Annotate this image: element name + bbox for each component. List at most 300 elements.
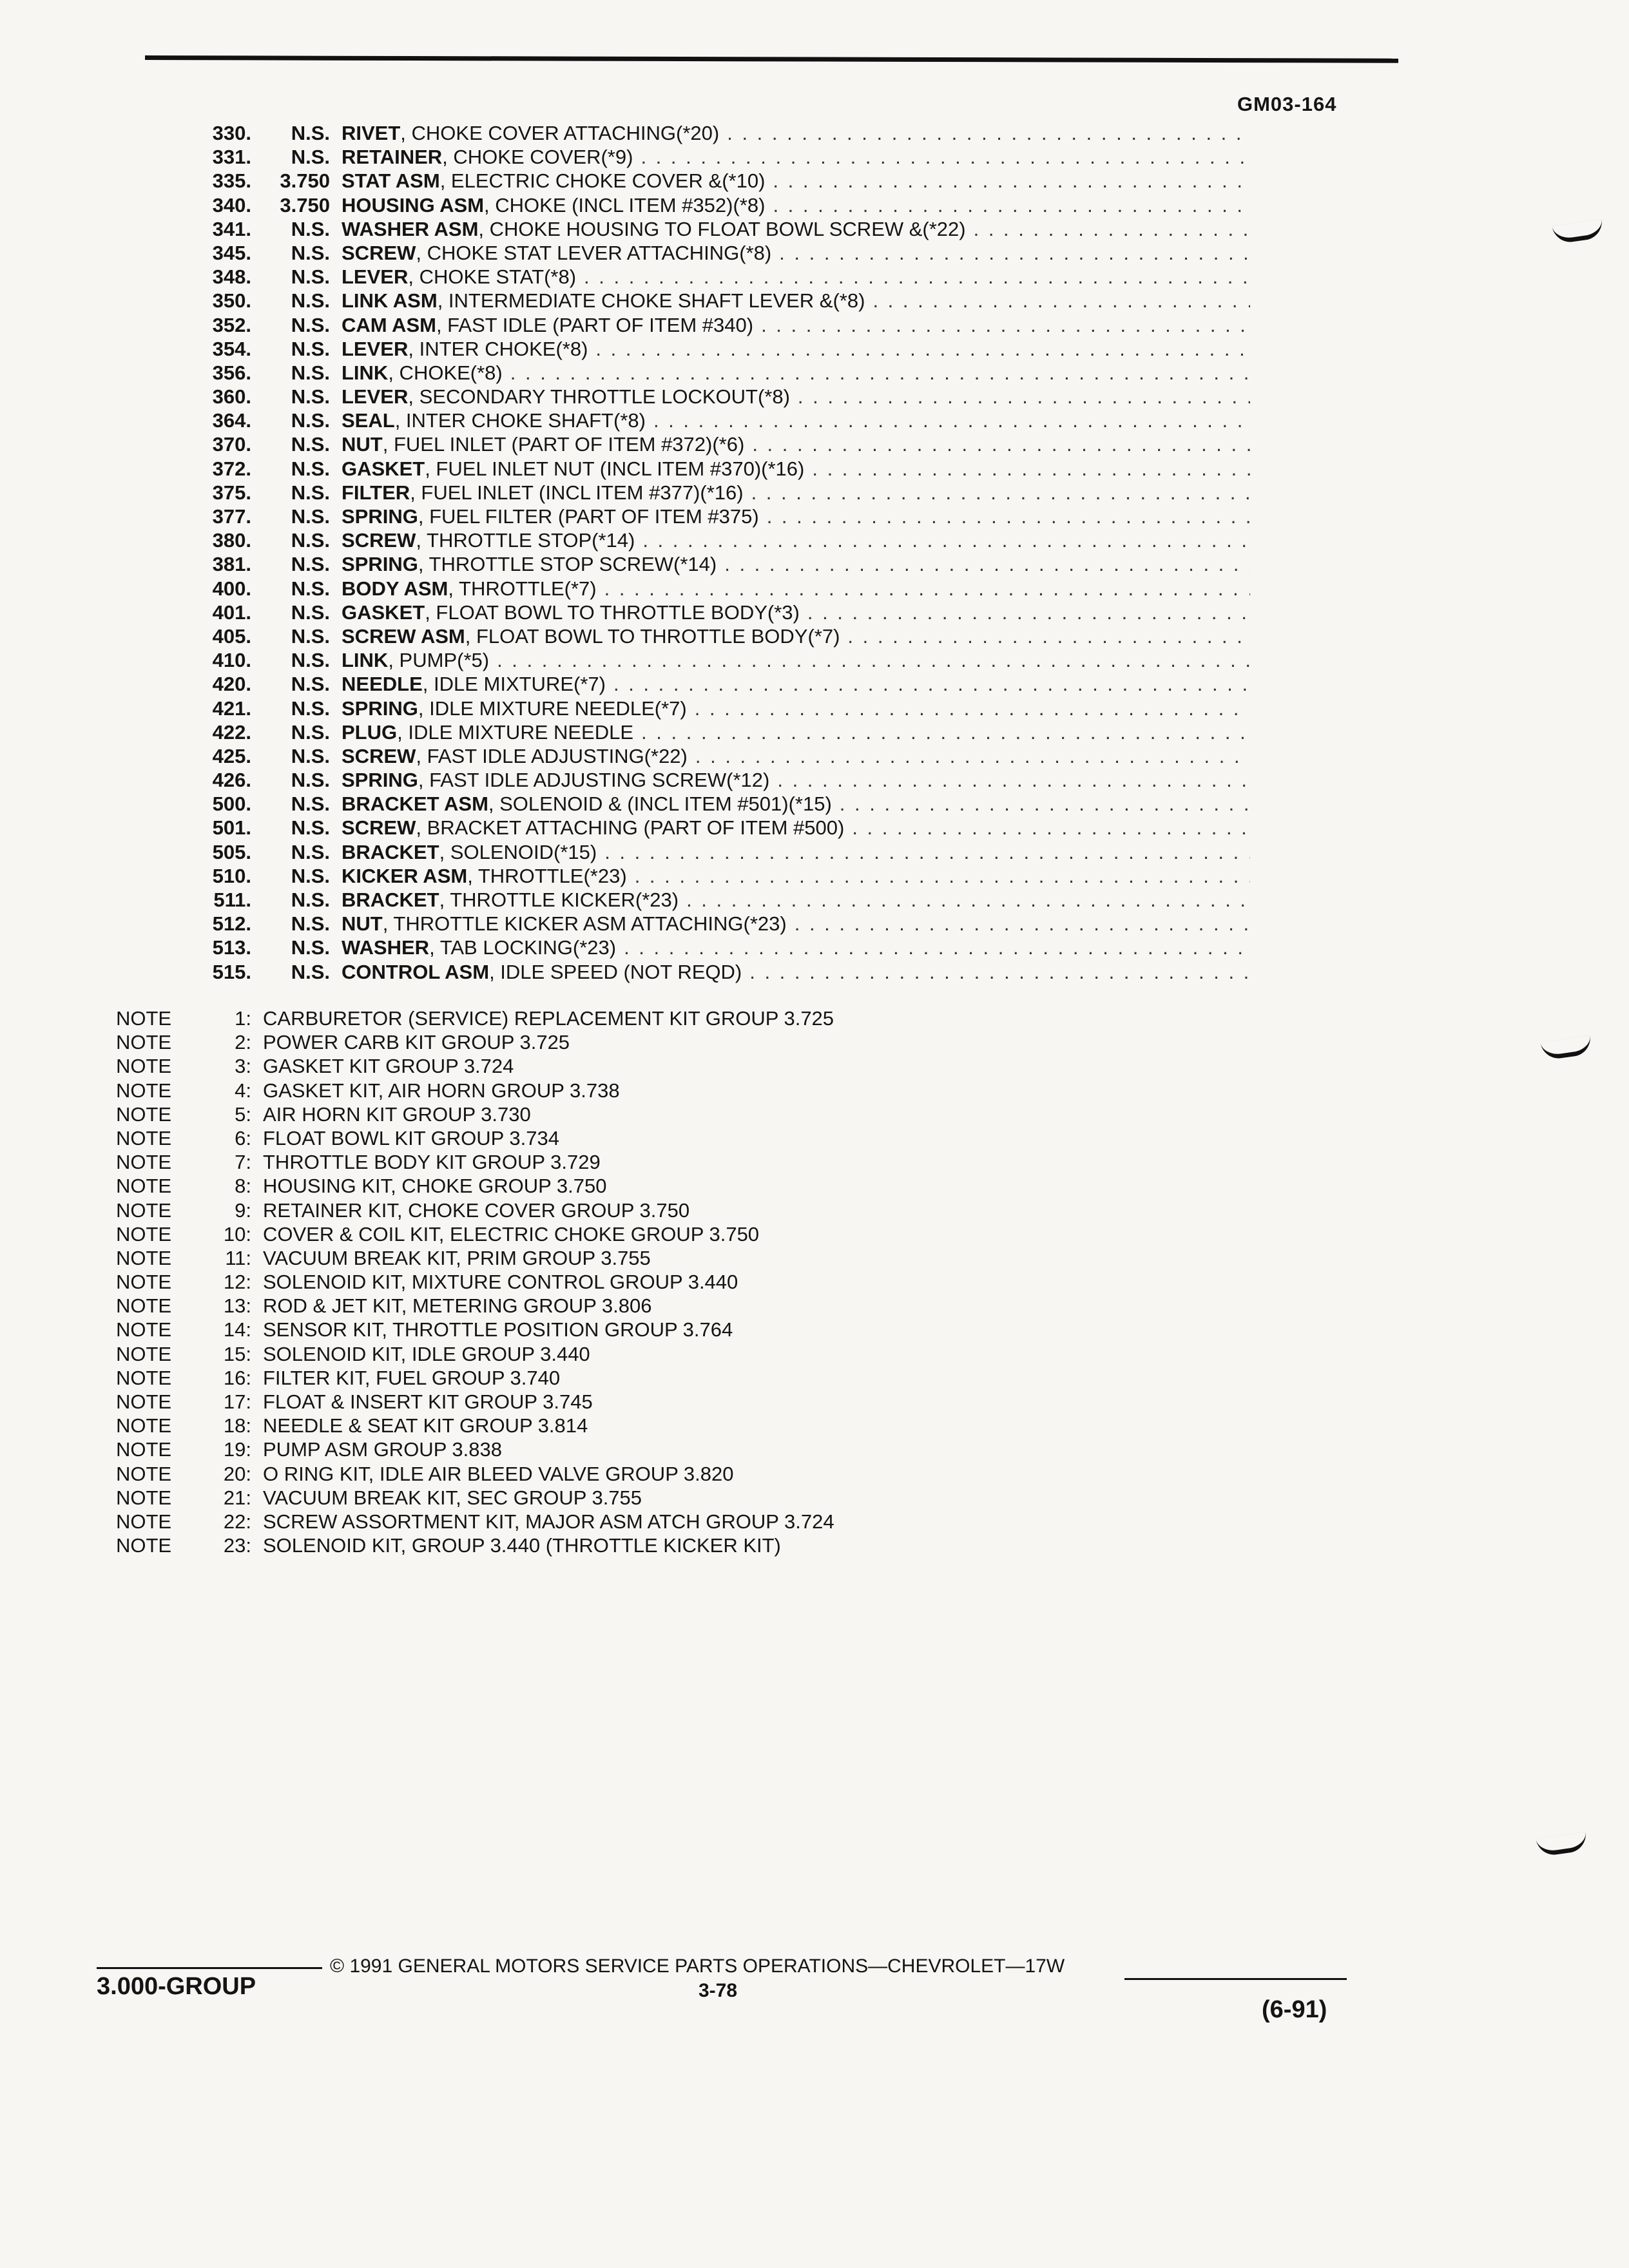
note-text: VACUUM BREAK KIT, PRIM GROUP 3.755	[263, 1246, 651, 1269]
dot-leader	[510, 361, 1250, 385]
part-name: CONTROL ASM	[342, 960, 490, 983]
note-row	[116, 1294, 1083, 1318]
note-row	[116, 1462, 1083, 1486]
part-row	[168, 432, 1250, 456]
note-label: NOTE	[116, 1031, 172, 1054]
part-row	[168, 193, 1250, 217]
note-number: 12:	[223, 1271, 251, 1294]
group-number: N.S.	[291, 673, 330, 696]
footer-copyright: © 1991 GENERAL MOTORS SERVICE PARTS OPERATIONS—CHEVROLET—17W	[330, 1956, 1065, 1977]
part-description: , INTERMEDIATE CHOKE SHAFT LEVER &(*8)	[437, 289, 865, 312]
note-text: GASKET KIT, AIR HORN GROUP 3.738	[263, 1079, 620, 1102]
page-code: GM03-164	[1237, 93, 1337, 115]
note-row	[116, 1246, 1083, 1270]
dot-leader	[641, 720, 1250, 744]
note-row	[116, 1510, 1083, 1533]
group-number: N.S.	[291, 697, 330, 720]
group-number: 3.750	[280, 193, 330, 216]
part-name: WASHER ASM	[342, 217, 479, 240]
binder-mark	[1552, 219, 1604, 245]
group-number: N.S.	[291, 241, 330, 264]
group-number: N.S.	[291, 265, 330, 289]
dot-leader	[604, 840, 1250, 864]
part-row	[168, 289, 1250, 312]
part-name: LEVER	[342, 337, 409, 360]
part-name: SEAL	[342, 409, 395, 432]
note-label: NOTE	[116, 1462, 172, 1485]
note-row	[116, 1030, 1083, 1054]
note-row	[116, 1318, 1083, 1341]
item-number: 364.	[212, 409, 251, 432]
dot-leader	[752, 432, 1250, 456]
note-label: NOTE	[116, 1534, 172, 1557]
part-description: , FUEL INLET NUT (INCL ITEM #370)(*16)	[425, 457, 805, 480]
note-text: THROTTLE BODY KIT GROUP 3.729	[263, 1151, 601, 1174]
note-row	[116, 1486, 1083, 1510]
part-description: , SOLENOID & (INCL ITEM #501)(*15)	[488, 793, 832, 816]
part-description: , IDLE MIXTURE NEEDLE(*7)	[418, 697, 687, 720]
part-name: SCREW ASM	[342, 624, 465, 648]
parts-list	[168, 121, 1250, 984]
part-row	[168, 121, 1250, 145]
part-row	[168, 505, 1250, 528]
note-text: POWER CARB KIT GROUP 3.725	[263, 1031, 570, 1054]
part-row	[168, 408, 1250, 432]
group-number: N.S.	[291, 601, 330, 624]
part-description: , FUEL FILTER (PART OF ITEM #375)	[418, 505, 759, 528]
group-number: N.S.	[291, 409, 330, 432]
group-number: N.S.	[291, 122, 330, 144]
item-number: 354.	[212, 337, 251, 360]
dot-leader	[624, 936, 1250, 959]
dot-leader	[595, 337, 1250, 361]
dot-leader	[798, 385, 1250, 408]
note-number: 5:	[235, 1102, 251, 1126]
group-number: N.S.	[291, 936, 330, 959]
part-row	[168, 816, 1250, 840]
part-row	[168, 265, 1250, 289]
part-row	[168, 361, 1250, 385]
part-row	[168, 169, 1250, 193]
group-number: N.S.	[291, 433, 330, 456]
dot-leader	[497, 648, 1250, 672]
note-number: 3:	[235, 1055, 251, 1078]
note-text: SOLENOID KIT, MIXTURE CONTROL GROUP 3.440	[263, 1271, 738, 1294]
part-name: GASKET	[342, 601, 425, 624]
part-description: , CHOKE(*8)	[388, 361, 503, 384]
dot-leader	[686, 888, 1250, 912]
note-number: 22:	[223, 1510, 251, 1533]
note-row	[116, 1198, 1083, 1222]
part-name: RETAINER	[342, 146, 443, 169]
group-number: N.S.	[291, 553, 330, 576]
part-name: CAM ASM	[342, 313, 436, 336]
dot-leader	[852, 816, 1250, 840]
dot-leader	[635, 864, 1250, 888]
dot-leader	[779, 241, 1250, 265]
dot-leader	[653, 408, 1250, 432]
top-rule	[145, 55, 1398, 63]
part-name: NUT	[342, 912, 383, 936]
part-name: BRACKET ASM	[342, 793, 488, 816]
note-text: FLOAT & INSERT KIT GROUP 3.745	[263, 1390, 593, 1413]
part-description: , FUEL INLET (PART OF ITEM #372)(*6)	[382, 433, 745, 456]
part-description: , INTER CHOKE(*8)	[408, 337, 588, 360]
note-row	[116, 1414, 1083, 1437]
footer-rule	[97, 1967, 322, 1969]
part-row	[168, 313, 1250, 337]
note-number: 6:	[235, 1126, 251, 1149]
item-number: 420.	[212, 673, 251, 696]
part-name: SCREW	[342, 241, 416, 264]
part-description: , INTER CHOKE SHAFT(*8)	[394, 409, 646, 432]
part-description: , BRACKET ATTACHING (PART OF ITEM #500)	[416, 816, 845, 840]
notes-list	[116, 1006, 1083, 1557]
part-description: , THROTTLE(*7)	[448, 577, 597, 600]
part-description: , FAST IDLE ADJUSTING SCREW(*12)	[418, 769, 770, 792]
item-number: 401.	[212, 601, 251, 624]
note-text: COVER & COIL KIT, ELECTRIC CHOKE GROUP 3.750	[263, 1222, 760, 1245]
item-number: 515.	[212, 960, 251, 983]
item-number: 380.	[212, 529, 251, 552]
group-number: N.S.	[291, 744, 330, 767]
note-number: 13:	[223, 1294, 251, 1318]
group-number: N.S.	[291, 960, 330, 983]
part-name: PLUG	[342, 720, 398, 744]
part-row	[168, 697, 1250, 720]
part-description: , CHOKE HOUSING TO FLOAT BOWL SCREW &(*22)	[478, 217, 966, 240]
part-description: , IDLE SPEED (NOT REQD)	[489, 960, 742, 983]
item-number: 372.	[212, 457, 251, 480]
dot-leader	[847, 624, 1250, 648]
part-name: SPRING	[342, 697, 418, 720]
note-number: 7:	[235, 1151, 251, 1174]
part-name: LEVER	[342, 265, 409, 289]
note-row	[116, 1102, 1083, 1126]
group-number: N.S.	[291, 529, 330, 552]
part-row	[168, 385, 1250, 408]
group-number: N.S.	[291, 649, 330, 672]
part-description: , FUEL INLET (INCL ITEM #377)(*16)	[410, 481, 744, 504]
part-description: , THROTTLE(*23)	[467, 864, 627, 887]
part-name: LINK	[342, 649, 389, 672]
group-number: N.S.	[291, 337, 330, 360]
part-name: SCREW	[342, 816, 416, 840]
part-name: BRACKET	[342, 840, 439, 863]
note-number: 19:	[223, 1438, 251, 1461]
part-row	[168, 481, 1250, 505]
note-text: VACUUM BREAK KIT, SEC GROUP 3.755	[263, 1486, 642, 1509]
note-text: FILTER KIT, FUEL GROUP 3.740	[263, 1366, 561, 1389]
part-name: LINK	[342, 361, 389, 384]
part-description: , IDLE MIXTURE(*7)	[422, 673, 606, 696]
part-name: BODY ASM	[342, 577, 448, 600]
group-number: N.S.	[291, 361, 330, 384]
note-row	[116, 1366, 1083, 1390]
item-number: 425.	[212, 744, 251, 767]
dot-leader	[604, 577, 1250, 601]
part-name: SCREW	[342, 744, 416, 767]
dot-leader	[613, 672, 1250, 696]
note-text: HOUSING KIT, CHOKE GROUP 3.750	[263, 1175, 607, 1198]
part-row	[168, 457, 1250, 481]
note-row	[116, 1126, 1083, 1150]
part-row	[168, 241, 1250, 265]
note-number: 9:	[235, 1198, 251, 1222]
note-label: NOTE	[116, 1271, 172, 1294]
item-number: 410.	[212, 649, 251, 672]
part-row	[168, 337, 1250, 361]
item-number: 510.	[212, 864, 251, 887]
part-description: , THROTTLE STOP SCREW(*14)	[418, 553, 717, 576]
note-label: NOTE	[116, 1175, 172, 1198]
note-label: NOTE	[116, 1246, 172, 1269]
note-text: FLOAT BOWL KIT GROUP 3.734	[263, 1126, 559, 1149]
dot-leader	[773, 169, 1250, 193]
note-label: NOTE	[116, 1390, 172, 1413]
note-label: NOTE	[116, 1366, 172, 1389]
part-description: , CHOKE STAT(*8)	[408, 265, 577, 289]
part-name: SPRING	[342, 553, 418, 576]
item-number: 405.	[212, 624, 251, 648]
part-description: , TAB LOCKING(*23)	[429, 936, 617, 959]
dot-leader	[749, 960, 1250, 984]
item-number: 356.	[212, 361, 251, 384]
part-description: , CHOKE STAT LEVER ATTACHING(*8)	[416, 241, 772, 264]
dot-leader	[695, 697, 1250, 720]
note-number: 14:	[223, 1318, 251, 1341]
note-label: NOTE	[116, 1294, 172, 1318]
note-row	[116, 1054, 1083, 1078]
note-label: NOTE	[116, 1486, 172, 1509]
note-text: GASKET KIT GROUP 3.724	[263, 1055, 514, 1078]
dot-leader	[773, 193, 1250, 217]
note-number: 16:	[223, 1366, 251, 1389]
dot-leader	[795, 912, 1250, 936]
note-text: AIR HORN KIT GROUP 3.730	[263, 1102, 531, 1126]
part-description: , PUMP(*5)	[388, 649, 490, 672]
part-row	[168, 145, 1250, 169]
note-number: 10:	[223, 1222, 251, 1245]
part-row	[168, 960, 1250, 984]
note-text: SENSOR KIT, THROTTLE POSITION GROUP 3.764	[263, 1318, 733, 1341]
dot-leader	[642, 528, 1250, 552]
group-number: N.S.	[291, 793, 330, 816]
item-number: 377.	[212, 505, 251, 528]
part-description: , FAST IDLE (PART OF ITEM #340)	[436, 313, 754, 336]
note-label: NOTE	[116, 1510, 172, 1533]
item-number: 340.	[212, 193, 251, 216]
part-name: STAT ASM	[342, 169, 440, 193]
part-name: KICKER ASM	[342, 864, 468, 887]
group-number: N.S.	[291, 457, 330, 480]
dot-leader	[767, 505, 1250, 528]
group-number: N.S.	[291, 146, 330, 169]
part-name: LEVER	[342, 385, 409, 408]
part-row	[168, 864, 1250, 888]
part-row	[168, 601, 1250, 624]
note-text: SOLENOID KIT, IDLE GROUP 3.440	[263, 1342, 590, 1365]
dot-leader	[807, 601, 1250, 624]
dot-leader	[724, 552, 1250, 576]
part-row	[168, 744, 1250, 768]
part-row	[168, 528, 1250, 552]
part-row	[168, 888, 1250, 912]
item-number: 375.	[212, 481, 251, 504]
group-number: N.S.	[291, 385, 330, 408]
part-name: NEEDLE	[342, 673, 423, 696]
note-row	[116, 1150, 1083, 1174]
item-number: 513.	[212, 936, 251, 959]
group-number: N.S.	[291, 217, 330, 240]
part-description: , SOLENOID(*15)	[439, 840, 597, 863]
part-name: GASKET	[342, 457, 425, 480]
note-label: NOTE	[116, 1414, 172, 1437]
part-row	[168, 792, 1250, 816]
item-number: 348.	[212, 265, 251, 289]
group-number: N.S.	[291, 577, 330, 600]
item-number: 381.	[212, 553, 251, 576]
part-description: , CHOKE (INCL ITEM #352)(*8)	[484, 193, 766, 216]
note-number: 15:	[223, 1342, 251, 1365]
part-name: NUT	[342, 433, 383, 456]
part-name: FILTER	[342, 481, 410, 504]
note-row	[116, 1437, 1083, 1461]
part-row	[168, 840, 1250, 864]
part-name: SPRING	[342, 769, 418, 792]
part-row	[168, 768, 1250, 792]
note-number: 2:	[235, 1031, 251, 1054]
note-text: RETAINER KIT, CHOKE COVER GROUP 3.750	[263, 1198, 690, 1222]
part-name: WASHER	[342, 936, 430, 959]
item-number: 421.	[212, 697, 251, 720]
note-number: 1:	[235, 1007, 251, 1030]
note-label: NOTE	[116, 1222, 172, 1245]
note-row	[116, 1079, 1083, 1102]
part-row	[168, 912, 1250, 936]
note-label: NOTE	[116, 1079, 172, 1102]
footer-group-label: 3.000-GROUP	[97, 1973, 256, 2000]
note-number: 23:	[223, 1534, 251, 1557]
item-number: 345.	[212, 241, 251, 264]
item-number: 505.	[212, 840, 251, 863]
item-number: 370.	[212, 433, 251, 456]
item-number: 330.	[212, 122, 251, 144]
dot-leader	[695, 744, 1250, 768]
dot-leader	[751, 481, 1250, 505]
part-description: , THROTTLE KICKER ASM ATTACHING(*23)	[382, 912, 787, 936]
group-number: N.S.	[291, 816, 330, 840]
group-number: N.S.	[291, 624, 330, 648]
note-text: CARBURETOR (SERVICE) REPLACEMENT KIT GROUP 3.725	[263, 1007, 834, 1030]
part-description: , CHOKE COVER(*9)	[442, 146, 633, 169]
part-row	[168, 936, 1250, 959]
part-row	[168, 552, 1250, 576]
part-row	[168, 624, 1250, 648]
group-number: N.S.	[291, 481, 330, 504]
binder-mark	[1536, 1832, 1588, 1858]
dot-leader	[777, 768, 1250, 792]
note-text: ROD & JET KIT, METERING GROUP 3.806	[263, 1294, 652, 1318]
note-text: PUMP ASM GROUP 3.838	[263, 1438, 503, 1461]
group-number: N.S.	[291, 769, 330, 792]
part-description: , IDLE MIXTURE NEEDLE	[397, 720, 634, 744]
binder-mark	[1540, 1035, 1592, 1061]
note-text: NEEDLE & SEAT KIT GROUP 3.814	[263, 1414, 588, 1437]
note-label: NOTE	[116, 1055, 172, 1078]
note-label: NOTE	[116, 1318, 172, 1341]
part-description: , FAST IDLE ADJUSTING(*22)	[416, 744, 688, 767]
note-number: 8:	[235, 1175, 251, 1198]
note-text: O RING KIT, IDLE AIR BLEED VALVE GROUP 3.820	[263, 1462, 734, 1485]
note-number: 11:	[225, 1246, 251, 1269]
note-number: 4:	[235, 1079, 251, 1102]
note-number: 18:	[223, 1414, 251, 1437]
part-description: , ELECTRIC CHOKE COVER &(*10)	[439, 169, 766, 193]
part-row	[168, 217, 1250, 241]
dot-leader	[584, 265, 1250, 289]
note-row	[116, 1270, 1083, 1294]
part-name: BRACKET	[342, 889, 439, 911]
note-number: 21:	[223, 1486, 251, 1509]
part-name: LINK ASM	[342, 289, 438, 312]
note-row	[116, 1342, 1083, 1366]
part-row	[168, 672, 1250, 696]
item-number: 350.	[212, 289, 251, 312]
part-name: SPRING	[342, 505, 418, 528]
note-number: 17:	[223, 1390, 251, 1413]
part-description: , CHOKE COVER ATTACHING(*20)	[400, 122, 720, 144]
part-description: , FLOAT BOWL TO THROTTLE BODY(*3)	[425, 601, 800, 624]
note-label: NOTE	[116, 1126, 172, 1149]
item-number: 500.	[212, 793, 251, 816]
item-number: 341.	[212, 217, 251, 240]
note-text: SCREW ASSORTMENT KIT, MAJOR ASM ATCH GROUP 3.724	[263, 1510, 834, 1533]
item-number: 400.	[212, 577, 251, 600]
group-number: N.S.	[291, 720, 330, 744]
note-label: NOTE	[116, 1151, 172, 1174]
part-name: HOUSING ASM	[342, 193, 485, 216]
part-name: RIVET	[342, 122, 401, 144]
item-number: 511.	[213, 889, 251, 911]
group-number: N.S.	[291, 889, 330, 911]
item-number: 335.	[212, 169, 251, 193]
page-number: 3-78	[699, 1980, 738, 2001]
note-row	[116, 1390, 1083, 1414]
revision-date: (6-91)	[1262, 1996, 1327, 2023]
part-row	[168, 577, 1250, 601]
item-number: 352.	[212, 313, 251, 336]
item-number: 331.	[212, 146, 251, 169]
note-row	[116, 1006, 1083, 1030]
group-number: N.S.	[291, 313, 330, 336]
part-row	[168, 720, 1250, 744]
dot-leader	[761, 313, 1250, 337]
dot-leader	[727, 121, 1250, 145]
note-number: 20:	[223, 1462, 251, 1485]
group-number: 3.750	[280, 169, 330, 193]
group-number: N.S.	[291, 505, 330, 528]
part-description: , SECONDARY THROTTLE LOCKOUT(*8)	[408, 385, 790, 408]
part-description: , FLOAT BOWL TO THROTTLE BODY(*7)	[465, 624, 840, 648]
part-description: , THROTTLE KICKER(*23)	[439, 889, 679, 911]
dot-leader	[974, 217, 1250, 241]
note-text: SOLENOID KIT, GROUP 3.440 (THROTTLE KICKER KIT)	[263, 1534, 781, 1557]
item-number: 426.	[212, 769, 251, 792]
note-label: NOTE	[116, 1007, 172, 1030]
item-number: 422.	[212, 720, 251, 744]
note-label: NOTE	[116, 1102, 172, 1126]
